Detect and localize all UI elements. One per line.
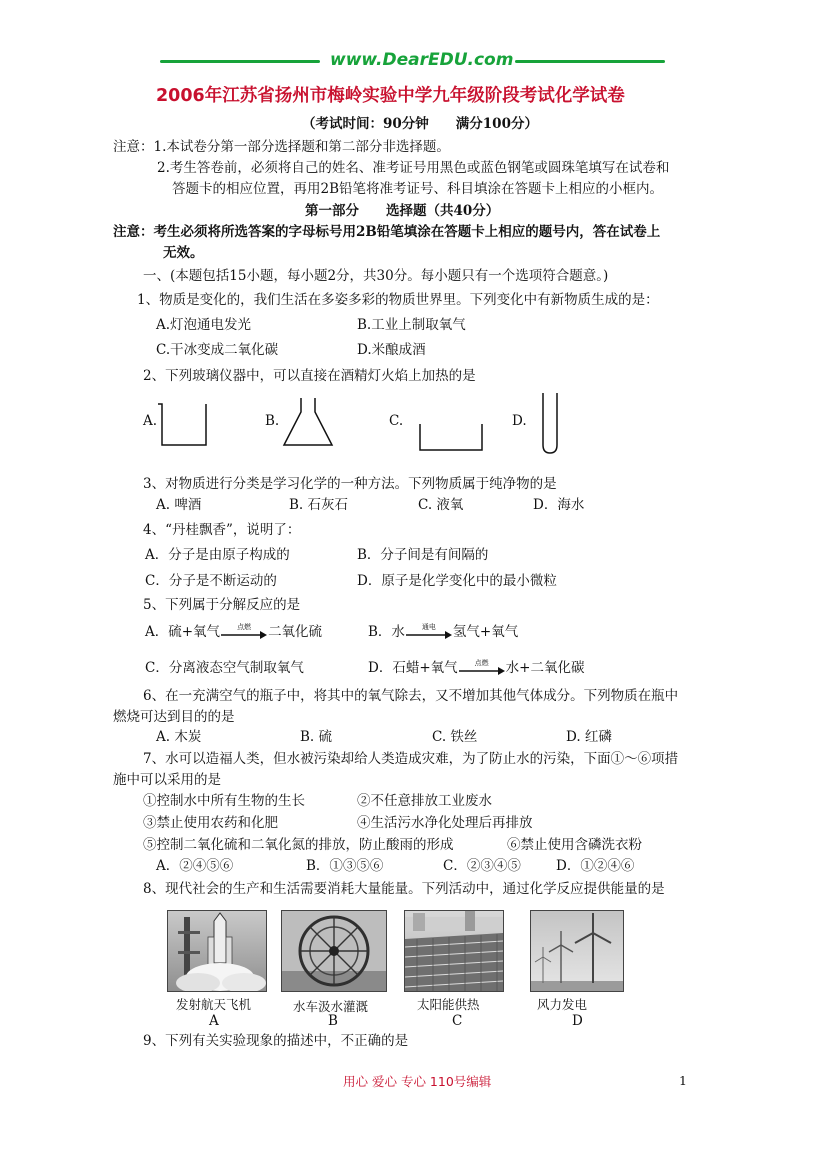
q7-stem-2: 施中可以采用的是 xyxy=(113,772,221,788)
q3-option-b: B. 石灰石 xyxy=(289,497,349,513)
solar-heating-photo xyxy=(404,910,504,992)
q4-option-b: B．分子间是有间隔的 xyxy=(357,547,489,563)
q2-option-d: D. xyxy=(512,413,527,429)
q5-option-b xyxy=(368,622,518,642)
q8-label-a: A xyxy=(209,1013,219,1029)
q5-option-a xyxy=(145,622,322,642)
q6-option-b: B. 硫 xyxy=(300,729,333,745)
q1-option-b: B.工业上制取氧气 xyxy=(357,317,466,333)
q7-item-4: ④生活污水净化处理后再排放 xyxy=(357,815,533,831)
reaction-condition: 点燃 xyxy=(474,658,489,667)
q7-item-1: ①控制水中所有生物的生长 xyxy=(143,793,305,809)
note-2b: 答题卡的相应位置，再用2B铅笔将准考证号、科目填涂在答题卡上相应的小框内。 xyxy=(172,181,664,197)
q5-b-left: B．水 xyxy=(368,624,405,640)
footer-text: 用心 爱心 专心 110号编辑 xyxy=(343,1074,492,1089)
banner-line-left xyxy=(160,60,320,63)
q8-caption-c: 太阳能供热 xyxy=(417,997,480,1012)
evaporating-dish-icon xyxy=(418,422,484,452)
q4-option-d: D．原子是化学变化中的最小微粒 xyxy=(357,573,557,589)
wind-power-photo xyxy=(530,910,624,992)
q4-option-c: C．分子是不断运动的 xyxy=(145,573,277,589)
part1-notice-a: 注意：考生必须将所选答案的字母标号用2B铅笔填涂在答题卡上相应的题号内，答在试卷上 xyxy=(113,224,661,240)
q1-stem: 1、物质是变化的，我们生活在多姿多彩的物质世界里。下列变化中有新物质生成的是： xyxy=(137,292,659,308)
q7-option-c: C．②③④⑤ xyxy=(443,858,521,874)
q8-label-c: C xyxy=(452,1013,463,1029)
space-shuttle-launch-photo xyxy=(167,910,267,992)
q7-item-6: ⑥禁止使用含磷洗衣粉 xyxy=(507,837,642,853)
q2-option-c: C. xyxy=(389,413,404,429)
q5-a-left: A．硫+氧气 xyxy=(145,624,221,640)
q4-stem: 4、“丹桂飘香”，说明了： xyxy=(143,522,301,538)
q1-option-a: A.灯泡通电发光 xyxy=(156,317,252,333)
q9-stem: 9、下列有关实验现象的描述中，不正确的是 xyxy=(143,1033,409,1049)
q2-option-b: B. xyxy=(265,413,280,429)
q5-option-d xyxy=(368,658,584,678)
page-title: 2006年江苏省扬州市梅岭实验中学九年级阶段考试化学试卷 xyxy=(156,86,625,106)
q5-d-right: 水+二氧化碳 xyxy=(505,660,585,676)
q1-option-c: C.干冰变成二氧化碳 xyxy=(156,342,279,358)
q8-caption-d: 风力发电 xyxy=(537,997,588,1012)
note-2a: 2.考生答卷前，必须将自己的姓名、准考证号用黑色或蓝色钢笔或圆珠笔填写在试卷和 xyxy=(157,160,670,176)
part1-heading: 第一部分 选择题（共40分） xyxy=(305,203,500,219)
q8-caption-b: 水车汲水灌溉 xyxy=(293,999,369,1014)
q6-stem-1: 6、在一充满空气的瓶子中，将其中的氧气除去，又不增加其他气体成分。下列物质在瓶中 xyxy=(143,688,679,704)
q3-stem: 3、对物质进行分类是学习化学的一种方法。下列物质属于纯净物的是 xyxy=(143,476,557,492)
site-banner: www.DearEDU.com xyxy=(330,50,514,70)
reaction-condition: 通电 xyxy=(421,622,436,631)
q5-stem: 5、下列属于分解反应的是 xyxy=(143,597,301,613)
q2-option-a: A. xyxy=(143,413,158,429)
conical-flask-icon xyxy=(282,396,334,448)
q8-label-d: D xyxy=(572,1013,583,1029)
q8-stem: 8、现代社会的生产和生活需要消耗大量能量。下列活动中，通过化学反应提供能量的是 xyxy=(143,881,665,897)
reaction-arrow xyxy=(405,622,453,639)
q6-option-c: C. 铁丝 xyxy=(432,729,478,745)
water-wheel-photo xyxy=(281,910,387,992)
q7-item-5: ⑤控制二氧化硫和二氧化氮的排放，防止酸雨的形成 xyxy=(143,837,454,853)
beaker-icon xyxy=(156,401,208,447)
q6-option-a: A. 木炭 xyxy=(156,729,202,745)
q8-caption-a: 发射航天飞机 xyxy=(176,997,252,1012)
page-number: 1 xyxy=(679,1073,687,1088)
q8-label-b: B xyxy=(328,1013,338,1029)
banner-line-right xyxy=(515,60,665,63)
q5-d-left: D．石蜡+氧气 xyxy=(368,660,458,676)
note-1: 注意：1.本试卷分第一部分选择题和第二部分非选择题。 xyxy=(113,139,450,155)
reaction-arrow xyxy=(458,658,506,675)
section-one: 一、(本题包括15小题，每小题2分，共30分。每小题只有一个选项符合题意。) xyxy=(143,268,609,284)
q7-option-d: D．①②④⑥ xyxy=(556,858,635,874)
q2-stem: 2、下列玻璃仪器中，可以直接在酒精灯火焰上加热的是 xyxy=(143,368,476,384)
reaction-condition: 点燃 xyxy=(237,622,252,631)
q3-option-a: A. 啤酒 xyxy=(156,497,202,513)
part1-notice-b: 无效。 xyxy=(163,245,204,261)
q6-option-d: D. 红磷 xyxy=(566,729,612,745)
q7-option-a: A．②④⑤⑥ xyxy=(156,858,234,874)
q4-option-a: A．分子是由原子构成的 xyxy=(145,547,290,563)
exam-info: （考试时间：90分钟 满分100分） xyxy=(302,116,538,132)
q5-b-right: 氢气+氧气 xyxy=(452,624,519,640)
q7-item-2: ②不任意排放工业废水 xyxy=(357,793,492,809)
reaction-arrow xyxy=(220,622,268,639)
q5-a-right: 二氧化硫 xyxy=(268,624,323,640)
q6-stem-2: 燃烧可达到目的的是 xyxy=(113,709,235,725)
q7-option-b: B．①③⑤⑥ xyxy=(306,858,384,874)
q3-option-c: C. 液氧 xyxy=(418,497,464,513)
solar-panel-icon xyxy=(405,911,503,991)
space-shuttle-icon xyxy=(168,911,266,991)
q7-stem-1: 7、水可以造福人类，但水被污染却给人类造成灾难，为了防止水的污染，下面①～⑥项措 xyxy=(143,751,679,767)
water-wheel-icon xyxy=(282,911,386,991)
q1-option-d: D.米酿成酒 xyxy=(357,342,426,358)
test-tube-icon xyxy=(540,391,560,455)
q7-item-3: ③禁止使用农药和化肥 xyxy=(143,815,278,831)
q3-option-d: D．海水 xyxy=(533,497,585,513)
wind-turbine-icon xyxy=(531,911,623,991)
q5-option-c: C．分离液态空气制取氧气 xyxy=(145,660,304,676)
